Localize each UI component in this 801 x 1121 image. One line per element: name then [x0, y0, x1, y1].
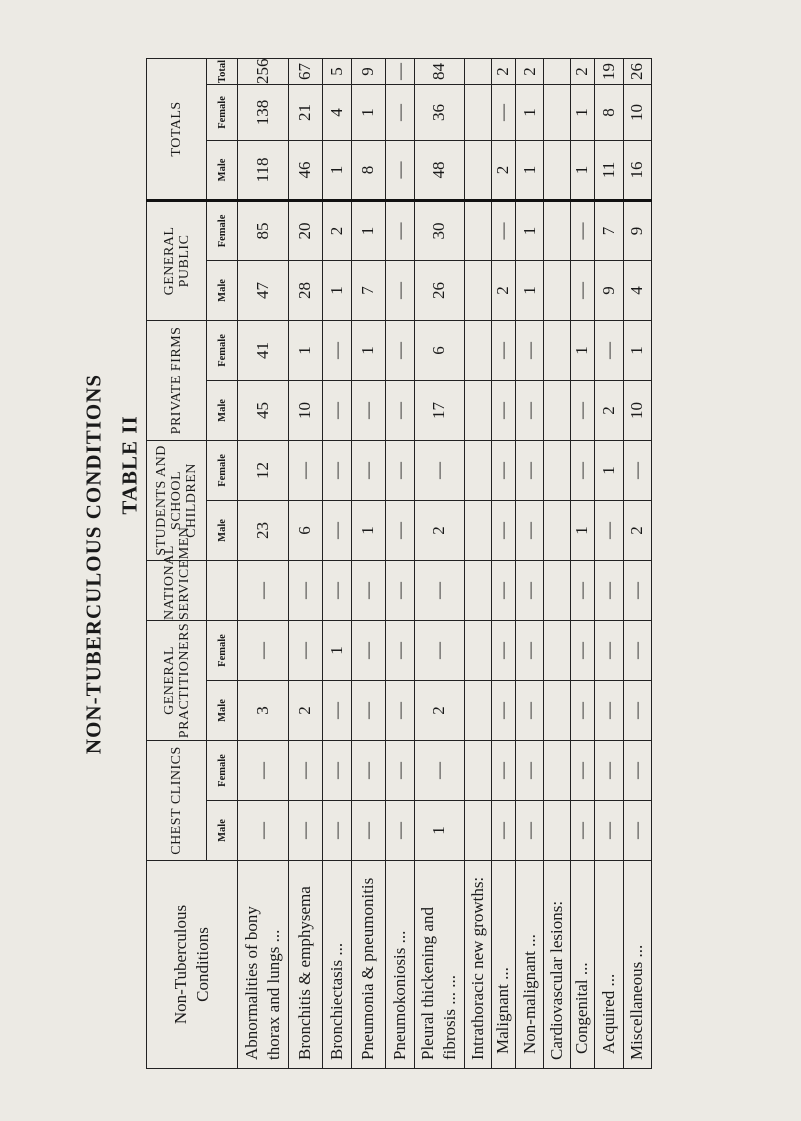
sub-male: Male — [207, 500, 238, 560]
value-cell: 1 — [323, 260, 351, 320]
value-cell: — — [351, 380, 386, 440]
group-national-servicemen: NATIONAL SERVICEMEN — [147, 560, 207, 620]
value-cell: — — [386, 560, 414, 620]
value-cell — [544, 380, 570, 440]
value-cell: 1 — [516, 260, 544, 320]
value-cell: 2 — [491, 260, 515, 320]
rotated-table-container — [146, 59, 652, 1069]
value-cell: — — [516, 620, 544, 680]
value-cell: — — [491, 680, 515, 740]
value-cell: 36 — [414, 84, 465, 140]
value-cell: — — [386, 58, 414, 84]
value-cell: — — [414, 620, 465, 680]
value-cell: 2 — [288, 680, 323, 740]
table-row — [238, 58, 289, 1068]
value-cell: — — [491, 200, 515, 260]
value-cell: 21 — [288, 84, 323, 140]
value-cell: — — [491, 620, 515, 680]
value-cell: — — [414, 740, 465, 800]
value-cell: — — [491, 801, 515, 861]
table-row — [414, 58, 465, 1068]
table-row — [323, 58, 351, 1068]
value-cell: 118 — [238, 140, 289, 200]
value-cell — [465, 320, 491, 380]
value-cell: 1 — [570, 320, 594, 380]
value-cell: — — [623, 440, 651, 500]
value-cell: — — [595, 320, 623, 380]
value-cell: 1 — [623, 320, 651, 380]
value-cell: — — [386, 200, 414, 260]
value-cell: 10 — [288, 380, 323, 440]
value-cell: — — [351, 801, 386, 861]
value-cell — [465, 620, 491, 680]
value-cell: — — [516, 500, 544, 560]
value-cell — [465, 84, 491, 140]
value-cell: 1 — [414, 801, 465, 861]
value-cell: 1 — [595, 440, 623, 500]
value-cell: — — [570, 801, 594, 861]
table-body — [238, 58, 652, 1068]
value-cell: — — [238, 560, 289, 620]
value-cell: — — [386, 380, 414, 440]
value-cell: — — [516, 440, 544, 500]
value-cell: — — [623, 620, 651, 680]
value-cell: — — [351, 680, 386, 740]
value-cell — [465, 140, 491, 200]
value-cell: 48 — [414, 140, 465, 200]
value-cell: 47 — [238, 260, 289, 320]
value-cell: — — [288, 620, 323, 680]
value-cell: — — [491, 84, 515, 140]
value-cell: — — [288, 801, 323, 861]
value-cell: — — [386, 320, 414, 380]
value-cell: 12 — [238, 440, 289, 500]
value-cell: — — [570, 560, 594, 620]
value-cell: 2 — [623, 500, 651, 560]
value-cell: — — [386, 680, 414, 740]
value-cell: — — [386, 500, 414, 560]
value-cell — [465, 200, 491, 260]
value-cell: — — [516, 380, 544, 440]
value-cell: 9 — [595, 260, 623, 320]
value-cell: 1 — [516, 84, 544, 140]
value-cell: 1 — [323, 140, 351, 200]
value-cell: — — [570, 440, 594, 500]
group-chest-clinics: CHEST CLINICS — [147, 740, 207, 860]
value-cell: — — [238, 620, 289, 680]
value-cell: — — [491, 500, 515, 560]
value-cell: — — [595, 560, 623, 620]
value-cell: 8 — [351, 140, 386, 200]
value-cell — [465, 740, 491, 800]
value-cell: — — [386, 801, 414, 861]
value-cell: — — [570, 260, 594, 320]
value-cell: — — [570, 680, 594, 740]
value-cell: — — [595, 740, 623, 800]
condition-label: Malignant ... — [491, 861, 515, 1069]
value-cell: — — [323, 560, 351, 620]
value-cell: 2 — [491, 58, 515, 84]
value-cell: — — [386, 620, 414, 680]
value-cell: 1 — [570, 140, 594, 200]
value-cell — [544, 440, 570, 500]
table-row — [465, 58, 491, 1068]
table-row — [351, 58, 386, 1068]
value-cell — [544, 560, 570, 620]
table-row — [544, 58, 570, 1068]
value-cell: — — [351, 620, 386, 680]
value-cell: — — [288, 740, 323, 800]
value-cell: 1 — [323, 620, 351, 680]
condition-label: Cardiovascular lesions: — [544, 861, 570, 1069]
value-cell: 67 — [288, 58, 323, 84]
sub-male: Male — [207, 140, 238, 200]
value-cell: 2 — [595, 380, 623, 440]
value-cell: — — [595, 801, 623, 861]
value-cell: — — [623, 740, 651, 800]
value-cell: — — [570, 620, 594, 680]
value-cell: — — [623, 680, 651, 740]
condition-label: Non-malignant ... — [516, 861, 544, 1069]
value-cell: 4 — [323, 84, 351, 140]
value-cell: — — [238, 801, 289, 861]
value-cell: — — [491, 740, 515, 800]
value-cell — [465, 440, 491, 500]
value-cell: — — [516, 560, 544, 620]
sub-male: Male — [207, 260, 238, 320]
value-cell: 1 — [351, 84, 386, 140]
value-cell — [465, 380, 491, 440]
group-private-firms: PRIVATE FIRMS — [147, 320, 207, 440]
value-cell: 41 — [238, 320, 289, 380]
value-cell: 20 — [288, 200, 323, 260]
value-cell: — — [323, 380, 351, 440]
value-cell: 85 — [238, 200, 289, 260]
value-cell: 84 — [414, 58, 465, 84]
value-cell: — — [491, 560, 515, 620]
table-row — [623, 58, 651, 1068]
condition-label: Acquired ... — [595, 861, 623, 1069]
table-row — [386, 58, 414, 1068]
value-cell: — — [491, 440, 515, 500]
condition-label: Abnormalities of bony thorax and lungs ... — [238, 861, 289, 1069]
value-cell: 2 — [570, 58, 594, 84]
value-cell: 1 — [288, 320, 323, 380]
value-cell: — — [351, 560, 386, 620]
table-row — [570, 58, 594, 1068]
value-cell: — — [288, 440, 323, 500]
value-cell: — — [570, 740, 594, 800]
value-cell: — — [323, 680, 351, 740]
group-general-practitioners: GENERAL PRACTITIONERS — [147, 620, 207, 740]
sub-female: Female — [207, 620, 238, 680]
value-cell: 4 — [623, 260, 651, 320]
value-cell: — — [323, 740, 351, 800]
value-cell: 7 — [351, 260, 386, 320]
value-cell: 26 — [623, 58, 651, 84]
value-cell — [544, 801, 570, 861]
sub-male: Male — [207, 380, 238, 440]
value-cell — [544, 84, 570, 140]
value-cell — [544, 260, 570, 320]
value-cell: — — [323, 440, 351, 500]
condition-label: Miscellaneous ... — [623, 861, 651, 1069]
value-cell: 8 — [595, 84, 623, 140]
sub-national-blank — [207, 560, 238, 620]
value-cell: 1 — [351, 200, 386, 260]
value-cell: — — [623, 560, 651, 620]
value-cell: 1 — [351, 320, 386, 380]
value-cell: 1 — [351, 500, 386, 560]
value-cell — [544, 620, 570, 680]
value-cell: 3 — [238, 680, 289, 740]
value-cell: 23 — [238, 500, 289, 560]
value-cell — [465, 680, 491, 740]
value-cell: — — [595, 680, 623, 740]
value-cell: — — [323, 801, 351, 861]
value-cell: 6 — [288, 500, 323, 560]
table-title: TABLE II — [117, 415, 142, 515]
sub-male: Male — [207, 680, 238, 740]
value-cell: — — [323, 320, 351, 380]
value-cell — [544, 680, 570, 740]
value-cell: 9 — [351, 58, 386, 84]
value-cell: — — [414, 440, 465, 500]
value-cell: — — [570, 380, 594, 440]
value-cell: 2 — [414, 680, 465, 740]
condition-label: Pneumonia & pneumonitis — [351, 861, 386, 1069]
value-cell: — — [595, 500, 623, 560]
value-cell: 9 — [623, 200, 651, 260]
sub-total: Total — [207, 58, 238, 84]
table-row — [516, 58, 544, 1068]
value-cell: — — [570, 200, 594, 260]
table-subtitle: NON-TUBERCULOUS CONDITIONS — [81, 373, 106, 755]
value-cell — [465, 500, 491, 560]
value-cell: — — [386, 740, 414, 800]
value-cell: 28 — [288, 260, 323, 320]
value-cell: — — [516, 801, 544, 861]
value-cell — [465, 801, 491, 861]
value-cell: 16 — [623, 140, 651, 200]
table-row — [288, 58, 323, 1068]
group-general-public: GENERAL PUBLIC — [147, 200, 207, 320]
condition-label: Intrathoracic new growths: — [465, 861, 491, 1069]
conditions-header: Non-Tuberculous Conditions — [147, 861, 238, 1069]
value-cell: — — [491, 320, 515, 380]
value-cell: 138 — [238, 84, 289, 140]
value-cell: 10 — [623, 84, 651, 140]
value-cell — [544, 140, 570, 200]
value-cell: 30 — [414, 200, 465, 260]
value-cell: 2 — [491, 140, 515, 200]
condition-label: Congenital ... — [570, 861, 594, 1069]
value-cell: 2 — [414, 500, 465, 560]
value-cell: 17 — [414, 380, 465, 440]
sub-female: Female — [207, 740, 238, 800]
value-cell: 45 — [238, 380, 289, 440]
value-cell: — — [516, 320, 544, 380]
value-cell: 5 — [323, 58, 351, 84]
value-cell — [544, 58, 570, 84]
value-cell: — — [386, 440, 414, 500]
value-cell: 10 — [623, 380, 651, 440]
non-tuberculous-table — [146, 58, 652, 1069]
value-cell: — — [238, 740, 289, 800]
value-cell — [465, 260, 491, 320]
value-cell: — — [516, 680, 544, 740]
value-cell: — — [595, 620, 623, 680]
condition-label: Pneumokoniosis ... — [386, 861, 414, 1069]
sub-male: Male — [207, 801, 238, 861]
value-cell: — — [414, 560, 465, 620]
value-cell: 1 — [570, 500, 594, 560]
value-cell: 11 — [595, 140, 623, 200]
value-cell: 46 — [288, 140, 323, 200]
table-row — [595, 58, 623, 1068]
value-cell — [544, 200, 570, 260]
value-cell: — — [623, 801, 651, 861]
value-cell: — — [491, 380, 515, 440]
value-cell: 2 — [323, 200, 351, 260]
value-cell: 1 — [516, 140, 544, 200]
value-cell: — — [386, 84, 414, 140]
table-row — [491, 58, 515, 1068]
value-cell — [544, 740, 570, 800]
sub-female: Female — [207, 440, 238, 500]
value-cell: 7 — [595, 200, 623, 260]
condition-label: Pleural thickening and fibrosis ... ... — [414, 861, 465, 1069]
value-cell: 1 — [516, 200, 544, 260]
value-cell: — — [516, 740, 544, 800]
sub-female: Female — [207, 320, 238, 380]
value-cell: — — [323, 500, 351, 560]
value-cell — [465, 58, 491, 84]
value-cell: — — [386, 140, 414, 200]
condition-label: Bronchiectasis ... — [323, 861, 351, 1069]
value-cell: 6 — [414, 320, 465, 380]
value-cell: — — [351, 440, 386, 500]
value-cell: 19 — [595, 58, 623, 84]
value-cell: 2 — [516, 58, 544, 84]
sub-female: Female — [207, 200, 238, 260]
value-cell — [544, 320, 570, 380]
value-cell — [465, 560, 491, 620]
value-cell: — — [288, 560, 323, 620]
value-cell: 1 — [570, 84, 594, 140]
value-cell: — — [386, 260, 414, 320]
value-cell: 256 — [238, 58, 289, 84]
group-totals: TOTALS — [147, 58, 207, 200]
group-students: STUDENTS AND SCHOOL CHILDREN — [147, 440, 207, 560]
value-cell: 26 — [414, 260, 465, 320]
value-cell — [544, 500, 570, 560]
value-cell: — — [351, 740, 386, 800]
sub-female: Female — [207, 84, 238, 140]
condition-label: Bronchitis & emphysema — [288, 861, 323, 1069]
